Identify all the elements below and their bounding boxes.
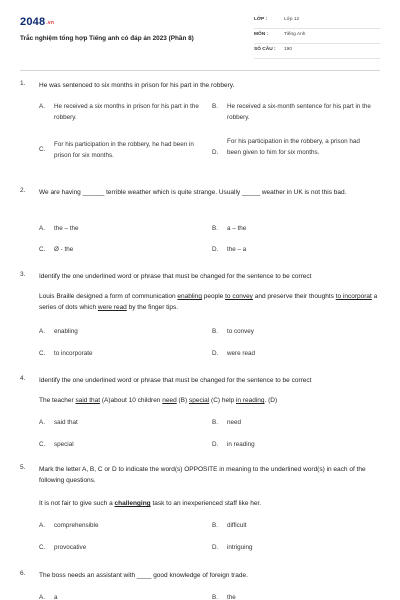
option-letter: A.: [39, 594, 45, 600]
option-text: a – the: [227, 225, 247, 232]
option-text: For his participation in the robbery, a prison had been given to him for six months.: [227, 138, 360, 156]
option-letter: D.: [212, 350, 219, 357]
question-5: [20, 464, 382, 559]
text-part: a series of dots which: [39, 293, 378, 311]
option-letter: A.: [39, 419, 45, 426]
option-letter: C.: [39, 544, 46, 551]
option-letter: C.: [39, 441, 46, 448]
text-part: The boss needs an assistant with: [39, 572, 137, 579]
underlined-word: in reading: [235, 397, 265, 404]
option-text: were read: [227, 350, 256, 357]
option-letter: D.: [212, 149, 219, 156]
text-part: people: [201, 293, 226, 300]
option-letter: A.: [39, 328, 45, 335]
question-text: [39, 187, 381, 198]
question-number: 6.: [20, 570, 26, 577]
question-sentence: [39, 291, 381, 313]
option-letter: C.: [39, 146, 46, 153]
underlined-word: to incorporat: [335, 293, 372, 300]
option-text: He received a six-month sentence for his part in the robbery.: [227, 103, 371, 121]
meta-label: MÔN :: [254, 32, 269, 37]
header-divider: [20, 70, 380, 71]
question-text: Identify the one underlined word or phrase that must be changed for the sentence to be correct: [39, 273, 312, 280]
option-letter: B.: [212, 594, 218, 600]
document-title: Trắc nghiệm tổng hợp Tiếng anh có đáp án 2023 (Phần 8): [20, 35, 194, 42]
option-text: He received a six months in prison for his part in the robbery.: [54, 103, 199, 121]
option-text: special: [54, 441, 74, 448]
underlined-word: said that: [75, 397, 101, 404]
option-text: For his participation in the robbery, he had been in prison for six months.: [54, 141, 194, 159]
option-letter: B.: [212, 225, 218, 232]
text-part: good knowledge of foreign trade.: [151, 572, 248, 579]
option-letter: D.: [212, 544, 219, 551]
option-letter: B.: [212, 419, 218, 426]
question-1: [20, 80, 382, 180]
question-number: 2.: [20, 187, 26, 194]
underlined-word: were read: [97, 304, 127, 311]
option-letter: B.: [212, 522, 218, 529]
option-letter: A.: [39, 103, 45, 110]
text-part: task to an inexperienced staff like her.: [150, 500, 262, 507]
question-sentence: [39, 395, 381, 406]
option-text: to convey: [227, 328, 254, 335]
option-text: intriguing: [227, 544, 253, 551]
underlined-word: special: [188, 397, 210, 404]
meta-value: Tiếng Anh: [284, 32, 306, 37]
blank: ____: [136, 572, 152, 579]
text-part: We are having: [39, 189, 83, 196]
meta-label: SỐ CÂU :: [254, 47, 276, 52]
option-text: said that: [54, 419, 78, 426]
blank: _____: [241, 189, 261, 196]
option-text: provocative: [54, 544, 87, 551]
option-text: need: [227, 419, 242, 426]
meta-value: Lớp 12: [284, 17, 300, 22]
question-4: [20, 375, 382, 450]
question-text: He was sentenced to six months in prison for his part in the robbery.: [39, 82, 235, 89]
question-6: [20, 570, 382, 600]
underlined-word: enabling: [177, 293, 202, 300]
underlined-word: need: [162, 397, 177, 404]
blank: ______: [82, 189, 105, 196]
option-text: the – the: [54, 225, 79, 232]
option-letter: A.: [39, 522, 45, 529]
option-text: Ø - the: [54, 246, 74, 253]
logo-suffix: .vn: [46, 20, 55, 26]
option-text: enabling: [54, 328, 78, 335]
question-text: [39, 570, 381, 581]
option-text: comprehensible: [54, 522, 99, 529]
question-number: 4.: [20, 375, 26, 382]
question-sentence: [39, 498, 381, 509]
text-part: by the finger tips.: [126, 304, 179, 311]
option-letter: A.: [39, 225, 45, 232]
option-text: in reading: [227, 441, 255, 448]
question-2: [20, 187, 382, 257]
option-letter: C.: [39, 246, 46, 253]
question-number: 1.: [20, 80, 26, 87]
option-letter: B.: [212, 328, 218, 335]
option-letter: D.: [212, 246, 219, 253]
site-logo[interactable]: [20, 16, 54, 28]
question-number: 3.: [20, 271, 26, 278]
meta-row-count: [254, 44, 380, 59]
meta-value: 190: [284, 47, 293, 52]
text-part: (C) help: [209, 397, 236, 404]
underlined-word: to convey: [225, 293, 253, 300]
text-part: (A)about 10 children: [100, 397, 163, 404]
text-part: and preserve their thoughts: [252, 293, 336, 300]
text-part: terrible weather which is quite strange. Usually: [104, 189, 242, 196]
text-part: Louis Braille designed a form of communication: [39, 293, 178, 300]
option-text: a: [54, 594, 58, 600]
meta-row-subject: [254, 29, 380, 44]
text-part: The teacher: [39, 397, 76, 404]
meta-row-class: [254, 14, 380, 29]
document-meta: [254, 14, 380, 59]
option-letter: D.: [212, 441, 219, 448]
page-header: [0, 0, 400, 70]
question-3: [20, 271, 382, 361]
option-letter: B.: [212, 103, 218, 110]
option-text: the – a: [227, 246, 247, 253]
logo-text: 2048: [20, 16, 46, 28]
text-part: weather in UK is not this bad.: [260, 189, 347, 196]
meta-label: LỚP :: [254, 17, 268, 22]
option-text: to incorporate: [54, 350, 93, 357]
option-letter: C.: [39, 350, 46, 357]
question-text: Identify the one underlined word or phrase that must be changed for the sentence to be correct: [39, 377, 312, 384]
underlined-word: challenging: [114, 500, 151, 507]
question-number: 5.: [20, 464, 26, 471]
text-part: . (D): [264, 397, 278, 404]
text-part: It is not fair to give such a: [39, 500, 115, 507]
question-text: Mark the letter A, B, C or D to indicate the word(s) OPPOSITE in meaning to the underlined word(s) in each of the following questions.: [39, 466, 366, 484]
option-text: difficult: [227, 522, 247, 529]
option-text: the: [227, 594, 236, 600]
text-part: (B): [176, 397, 189, 404]
